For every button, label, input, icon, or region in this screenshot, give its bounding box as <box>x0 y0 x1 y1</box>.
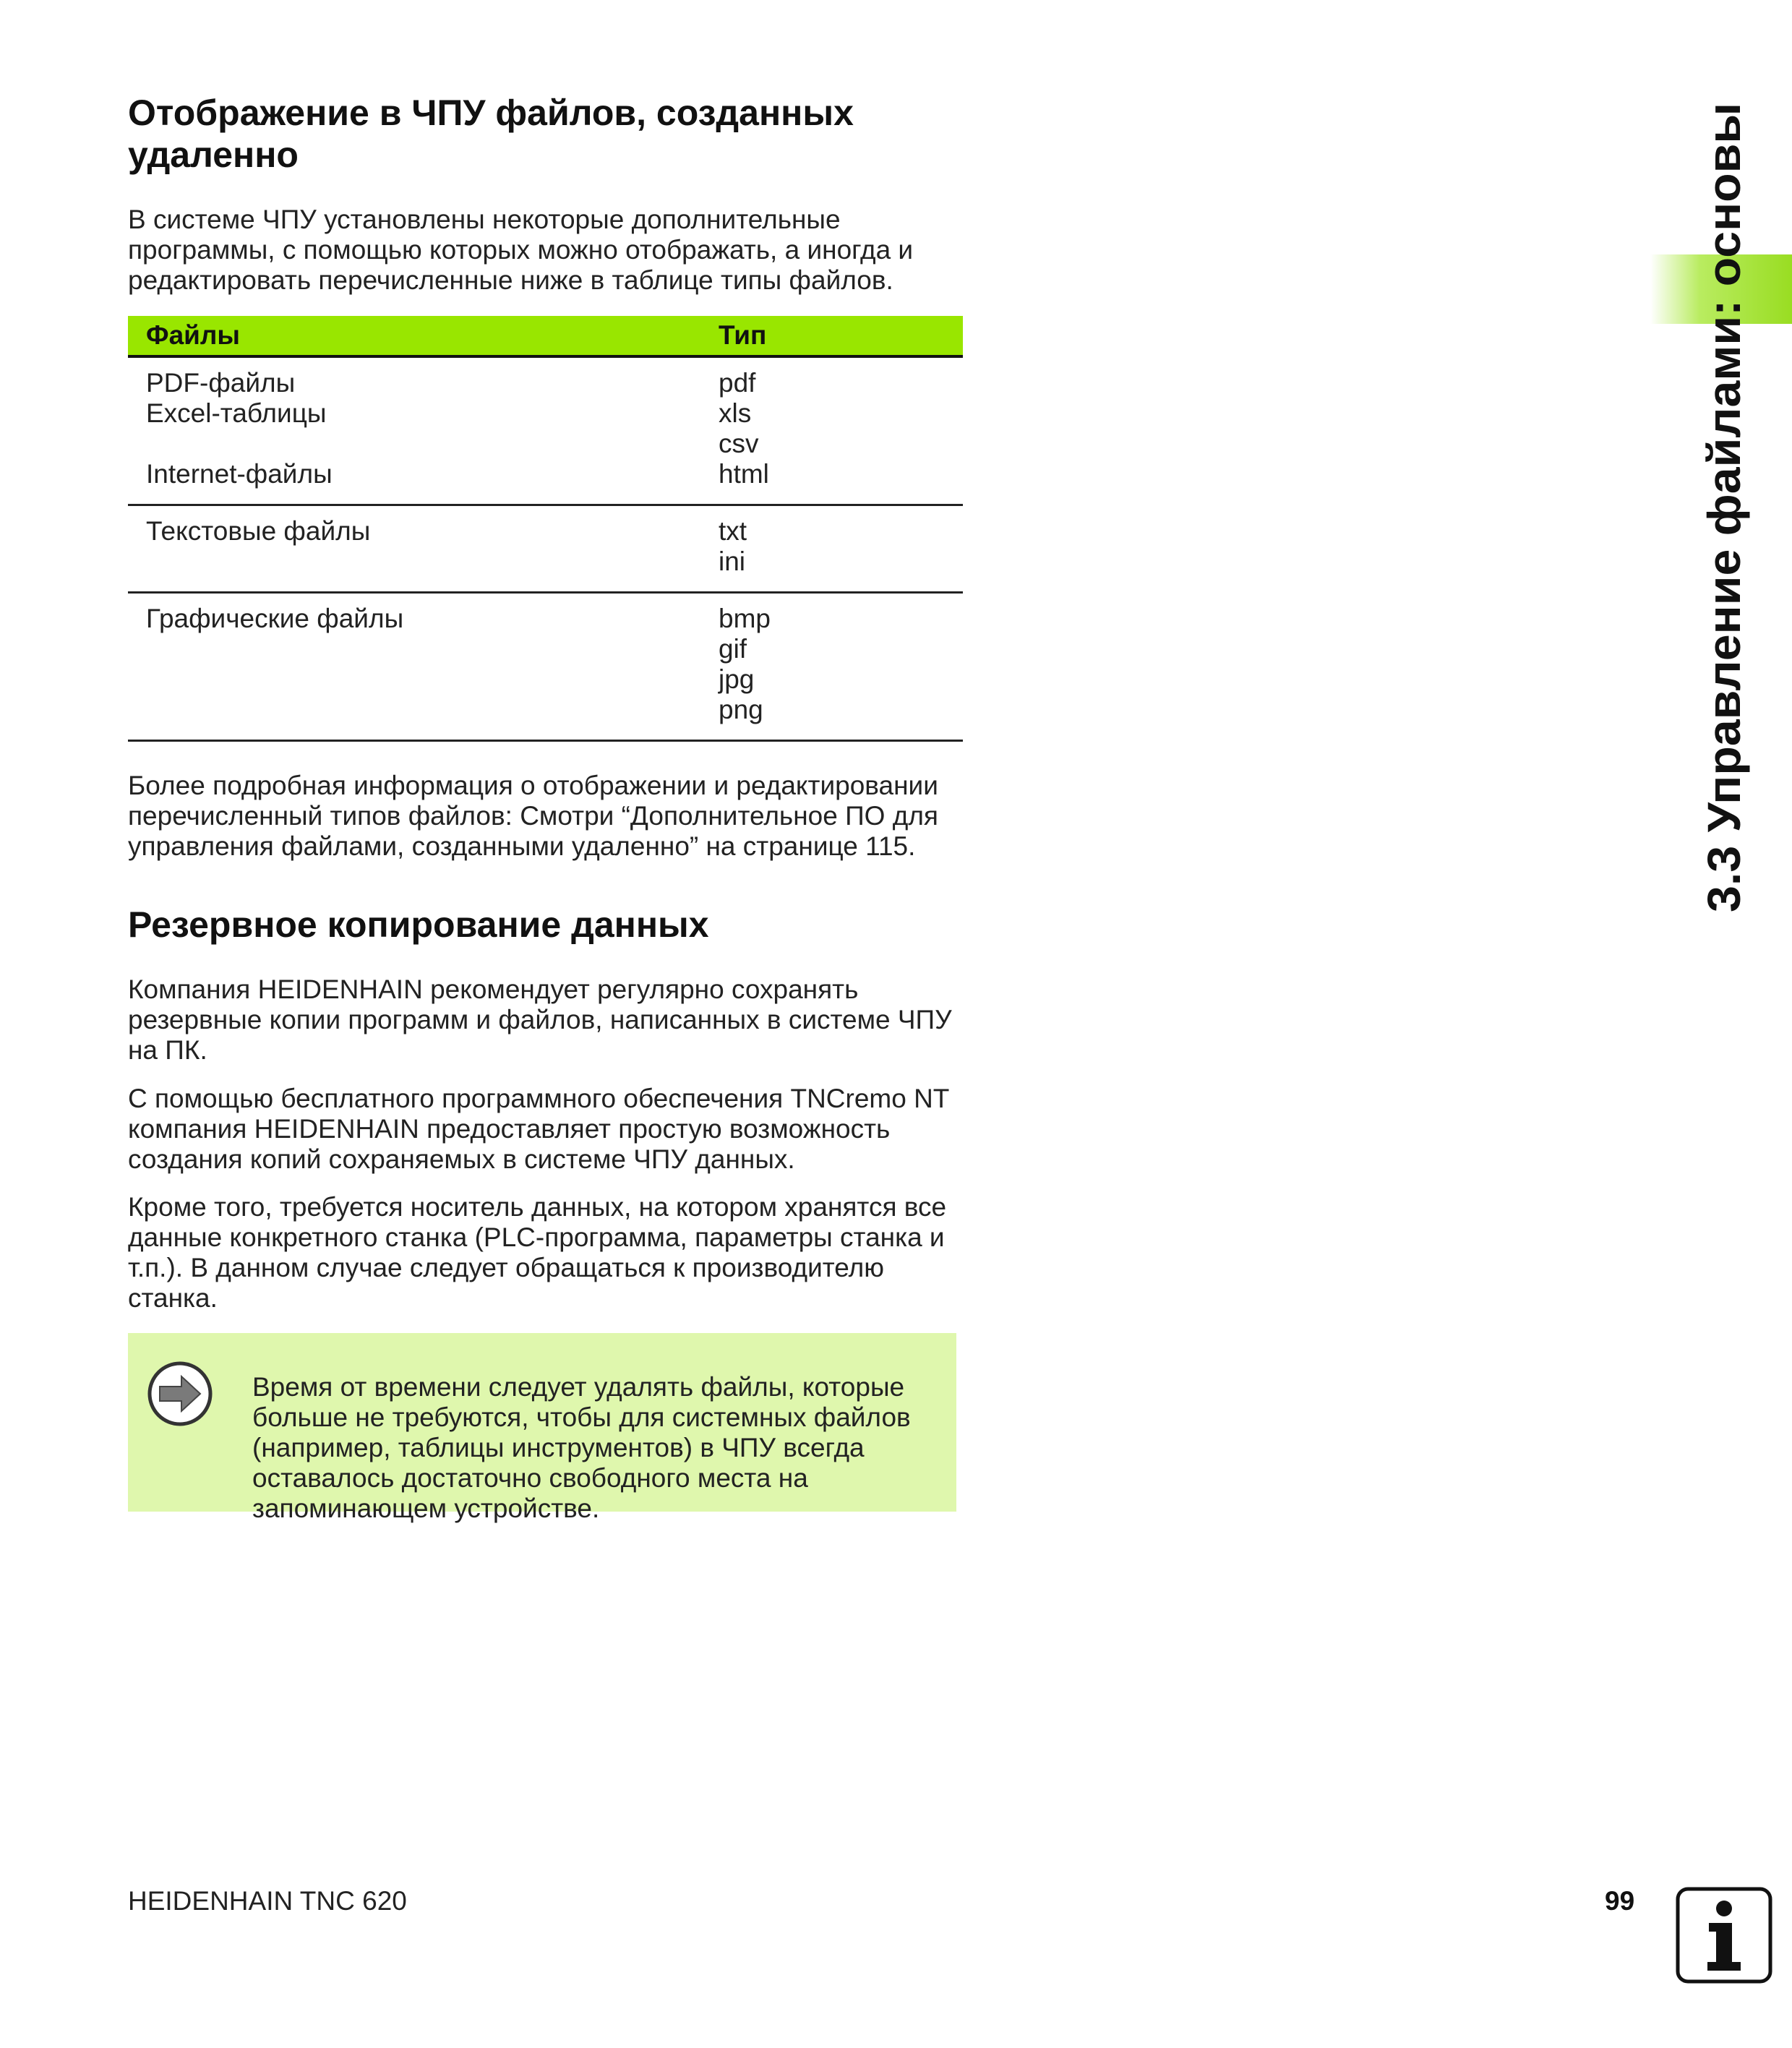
header-type: Тип <box>719 316 963 356</box>
backup-paragraph-1: Компания HEIDENHAIN рекомендует регулярно сохранять резервные копии программ и файлов, написанных в системе ЧПУ на ПК. <box>128 974 952 1065</box>
file-type: html <box>719 459 769 489</box>
file-name: Excel-таблицы <box>146 398 327 428</box>
more-info-paragraph: Более подробная информация о отображении и редактировании перечисленный типов файлов: Смотри “Дополнительное ПО для управления файлами, созданными удаленно” на странице 115. <box>128 771 938 861</box>
table-row <box>128 593 963 741</box>
chapter-title-text: 3.3 Управление файлами: основы <box>1698 130 1750 912</box>
file-types-table <box>128 316 963 742</box>
files-cell <box>128 505 719 593</box>
arrow-right-icon <box>147 1361 213 1427</box>
file-name: Графические файлы <box>146 604 404 633</box>
file-name <box>146 429 719 459</box>
page-number: 99 <box>1605 1886 1635 1916</box>
file-type: png <box>719 695 763 724</box>
types-cell <box>719 593 963 741</box>
table-row <box>128 356 963 505</box>
backup-paragraph-2: С помощью бесплатного программного обеспечения TNCremo NT компания HEIDENHAIN предоставляет простую возможность создания копий сохраняемых в системе ЧПУ данных. <box>128 1084 949 1174</box>
chapter-title-vertical <box>1686 95 1756 912</box>
footer-brand: HEIDENHAIN TNC 620 <box>128 1886 407 1916</box>
note-box <box>128 1333 956 1523</box>
file-name: Текстовые файлы <box>146 516 371 546</box>
file-type: pdf <box>719 368 756 398</box>
section-title-remote-files: Отображение в ЧПУ файлов, созданных удаленно <box>128 93 854 175</box>
file-type: txt <box>719 516 747 546</box>
section-title-backup: Резервное копирование данных <box>128 904 709 945</box>
info-icon <box>1676 1887 1772 1984</box>
file-type: gif <box>719 634 747 664</box>
file-type: bmp <box>719 604 771 633</box>
files-cell <box>128 593 719 741</box>
files-cell <box>128 356 719 505</box>
file-name: Internet-файлы <box>146 459 333 489</box>
note-text: Время от времени следует удалять файлы, которые больше не требуются, чтобы для системных файлов (например, таблицы инструментов) в ЧПУ всегда оставалось достаточно свободного места на запоминающем устройстве. <box>252 1372 911 1523</box>
file-type: csv <box>719 429 759 458</box>
backup-paragraph-3: Кроме того, требуется носитель данных, на котором хранятся все данные конкретного станка (PLC-программа, параметры станка и т.п.). В данном случае следует обращаться к производителю станка. <box>128 1192 947 1313</box>
table-row <box>128 505 963 593</box>
intro-paragraph: В системе ЧПУ установлены некоторые дополнительные программы, с помощью которых можно отображать, а иногда и редактировать перечисленные ниже в таблице типы файлов. <box>128 205 914 295</box>
types-cell <box>719 505 963 593</box>
file-type: xls <box>719 398 752 428</box>
file-type: jpg <box>719 664 755 694</box>
file-type: ini <box>719 547 746 576</box>
header-files: Файлы <box>128 316 719 356</box>
types-cell <box>719 356 963 505</box>
file-name: PDF-файлы <box>146 368 296 398</box>
table-header-row <box>128 316 963 356</box>
